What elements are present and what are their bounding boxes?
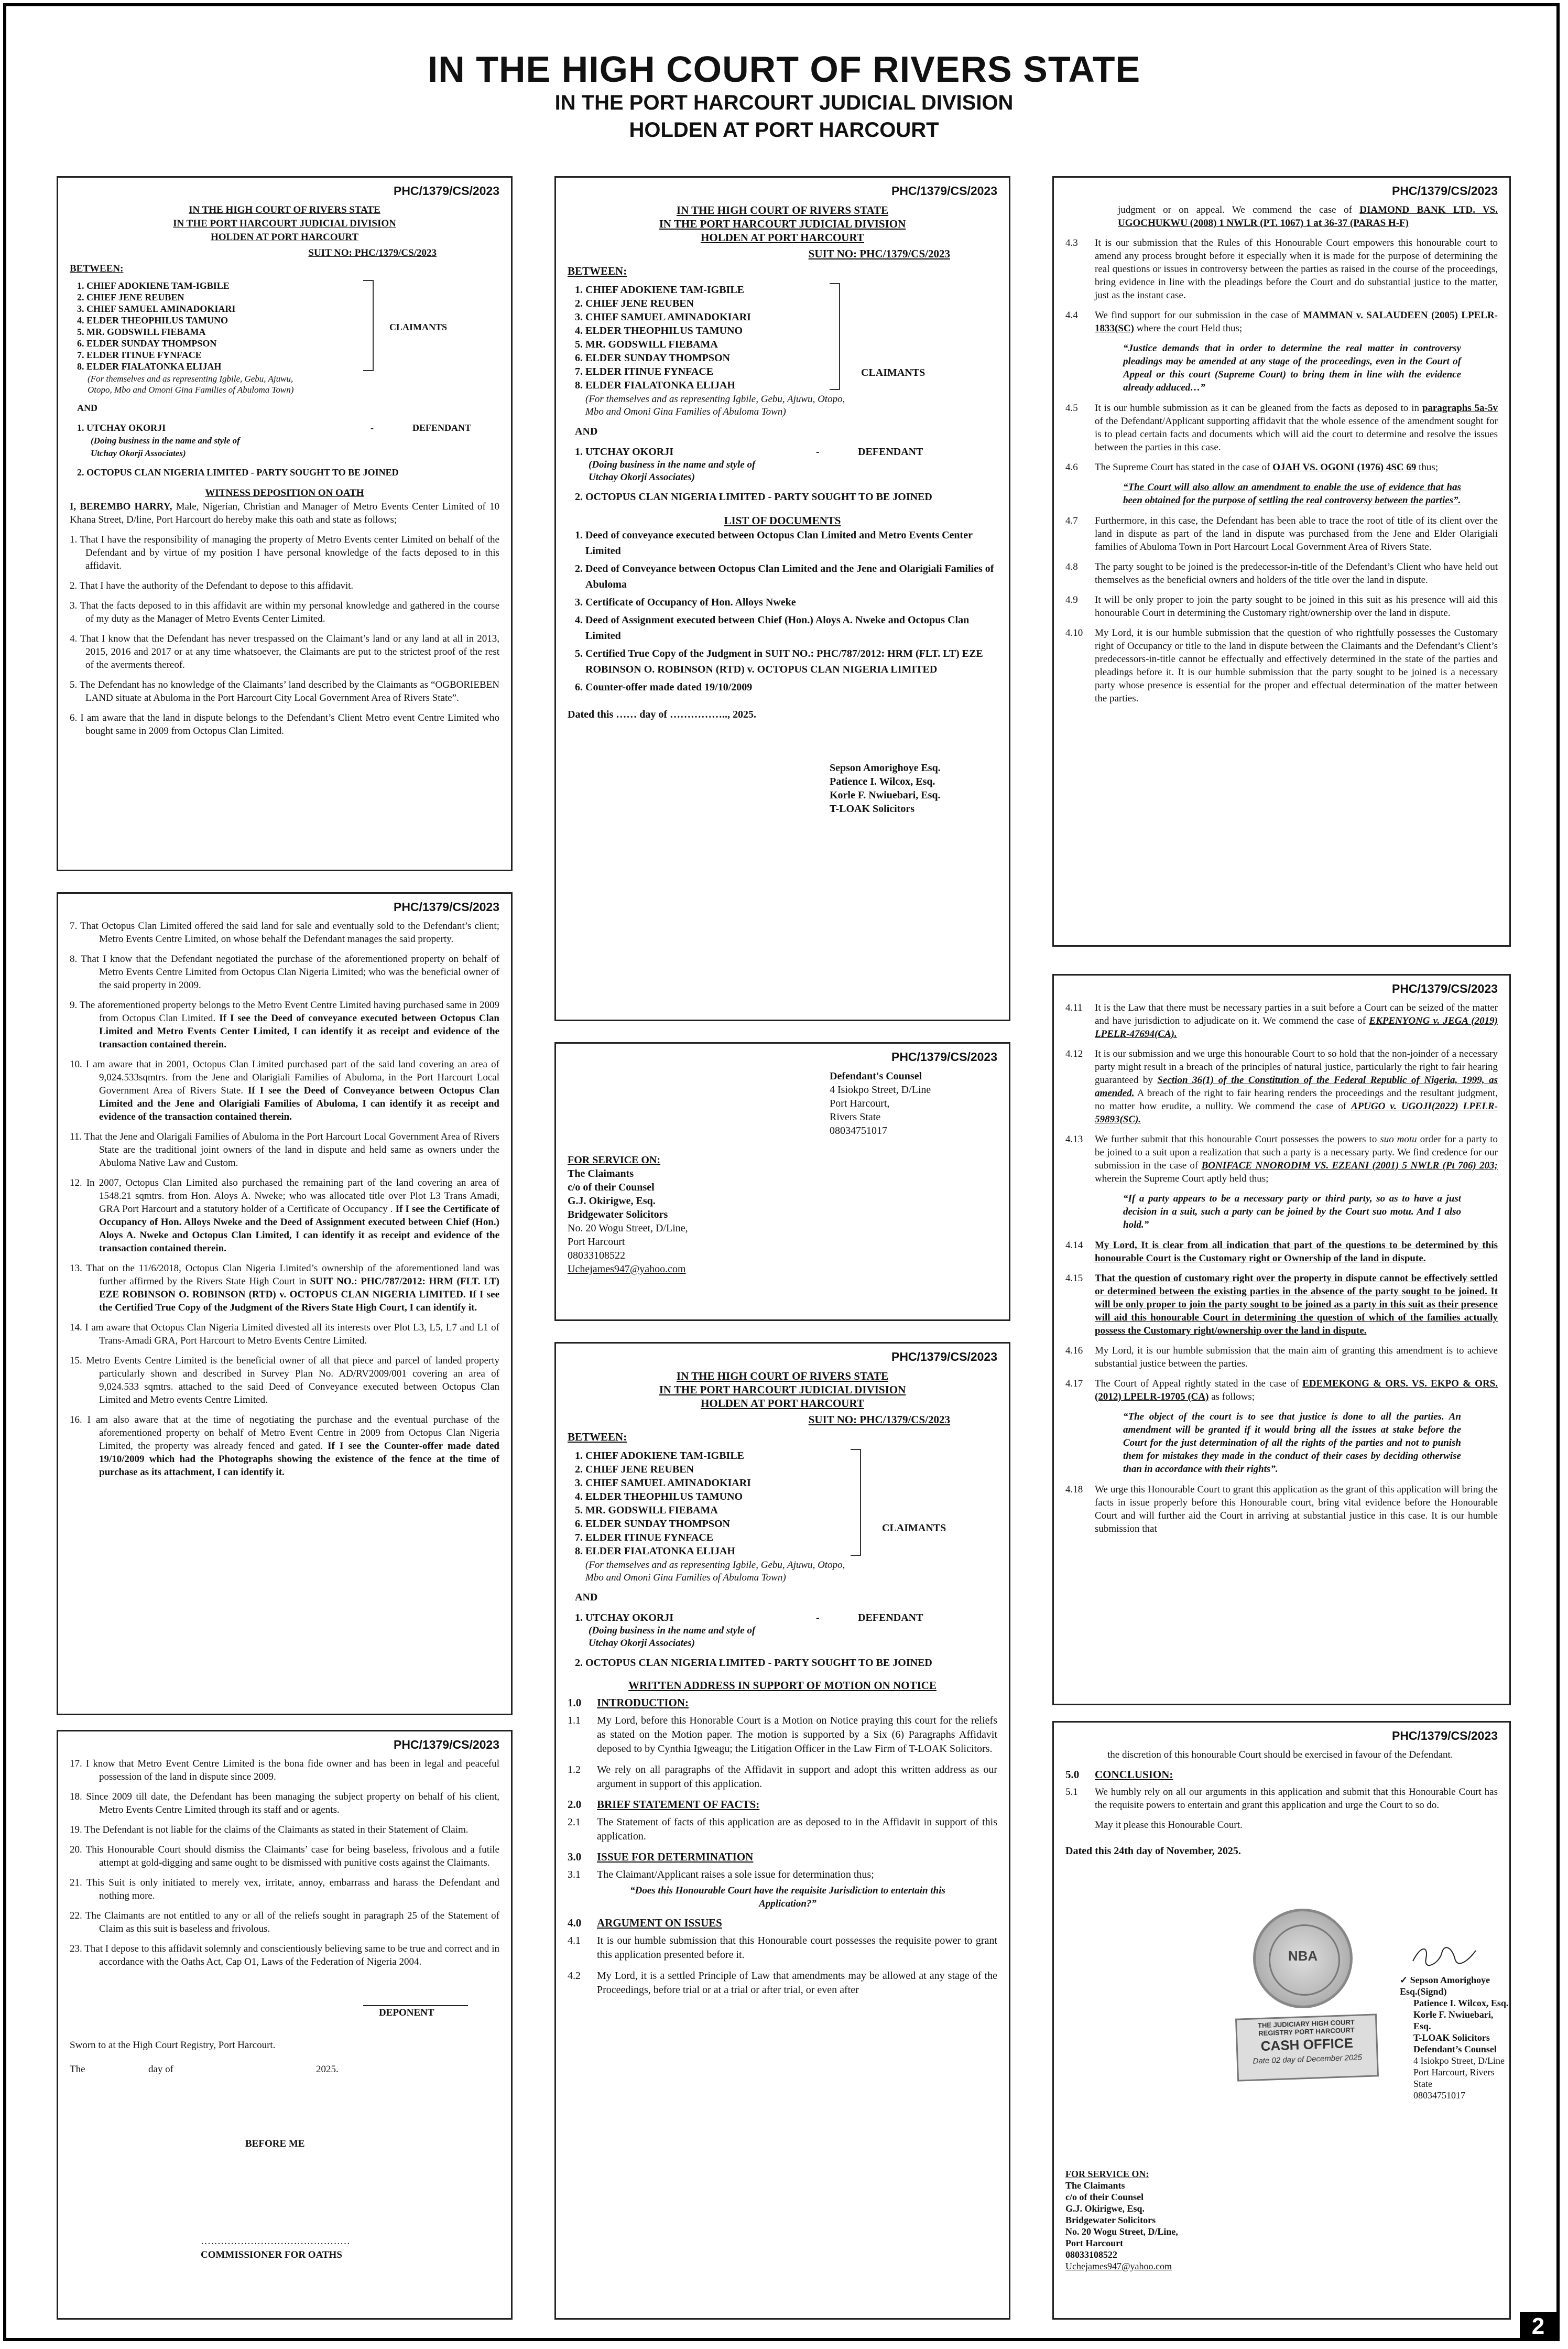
address-line: 4 Isiokpo Street, D/Line: [830, 1084, 931, 1096]
defendant-row: [575, 1611, 997, 1625]
address-para: 4.1 It is our humble submission that this Honourable court possesses the requisite power to grant this application presented before it.: [568, 1935, 997, 1961]
service-line: c/o of their Counsel: [568, 1182, 655, 1193]
claimant: 6. ELDER SUNDAY THOMPSON: [575, 1518, 730, 1530]
document-item: 1. Deed of conveyance executed between Octopus Clan Limited and Metro Events Center Limited: [585, 527, 997, 559]
commissioner-label: COMMISSIONER FOR OATHS: [201, 2249, 342, 2260]
deposition-para: 5. The Defendant has no knowledge of the Claimants’ land described by the Claimants as “OGBORIEBEN LAND situate at Abuloma in the Port Harcourt City Local Government Area of Rivers State”.: [70, 679, 499, 703]
service-line: Port Harcourt: [1065, 2238, 1124, 2248]
and-label: AND: [77, 403, 97, 413]
issue-quote: “Does this Honourable Court have the requisite Jurisdiction to entertain this Application?”: [630, 1885, 945, 1909]
deposition-para: 6. I am aware that the land in dispute belongs to the Defendant’s Client Metro event Centre Limited who bought same in 2009 from Octopus Clan Limited.: [70, 712, 499, 737]
argument-para: 4.6 The Supreme Court has stated in the case of OJAH VS. OGONI (1976) 4SC 69 thus;: [1065, 462, 1439, 473]
deposition-para: 15. Metro Events Centre Limited is the beneficial owner of all that piece and parcel of landed property particularly shown and described in Survey Plan No. AD/RV2009/001 covering an area of 9,024.533 sqmtrs. attached to the said Deed of Conveyance executed between Octopus Clan Limited and Metro events Centre Limited.: [70, 1355, 499, 1405]
address-line: Port Harcourt: [568, 1236, 625, 1248]
signatory: Korle F. Nwiuebari, Esq.: [830, 789, 941, 801]
address-line: 4 Isiokpo Street, D/Line: [1413, 2055, 1505, 2066]
signatory: Defendant’s Counsel: [1413, 2044, 1497, 2054]
page-number: 2: [1520, 2312, 1556, 2341]
claimant: 8. ELDER FIALATONKA ELIJAH: [575, 1545, 735, 1557]
deposition-para: 18. Since 2009 till date, the Defendant has been managing the subject property on behalf of his client, Metro Events Centre Limited through its staff and or agents.: [70, 1791, 499, 1815]
caption-division: IN THE PORT HARCOURT JUDICIAL DIVISION: [173, 218, 396, 229]
claimant: 6. ELDER SUNDAY THOMPSON: [575, 352, 730, 364]
document-item: 2. Deed of Conveyance between Octopus Clan Limited and the Jene and Olarigiali Families of Abuloma: [585, 561, 997, 592]
defendant-counsel: [830, 1069, 997, 1138]
claimants-block: [70, 280, 499, 395]
service-line: G.J. Okirigwe, Esq.: [568, 1195, 656, 1207]
dash: -: [816, 446, 820, 458]
claimant: 1. CHIEF ADOKIENE TAM-IGBILE: [575, 1450, 745, 1462]
quote: “The object of the court is to see that justice is done to all the parties. An amendment will be granted if it would bring all the issues at stake before the Court for the just determination of all the rights of the parties and not to punish them for mistakes they made in the conduct of their cases by deciding otherwise than in accordance with their rights”.: [1123, 1411, 1461, 1475]
service-line: Bridgewater Solicitors: [1065, 2215, 1156, 2225]
masthead-title: IN THE HIGH COURT OF RIVERS STATE: [427, 49, 1141, 90]
written-address-box: [554, 1342, 1010, 2320]
party-sought: 2. OCTOPUS CLAN NIGERIA LIMITED - PARTY SOUGHT TO BE JOINED: [575, 491, 932, 503]
signature-scribble: [1410, 1943, 1478, 1969]
claimant: 4. ELDER THEOPHILUS TAMUNO: [575, 1491, 743, 1502]
defendant-note: (Doing business in the name and style of Utchay Okorji Associates): [589, 459, 756, 483]
suit-ref: PHC/1379/CS/2023: [393, 184, 499, 198]
document-item: 6. Counter-offer made dated 19/10/2009: [585, 679, 997, 695]
and-label: AND: [575, 1592, 598, 1603]
between-label: BETWEEN:: [568, 265, 627, 277]
deposition-title: WITNESS DEPOSITION ON OATH: [205, 488, 364, 499]
deposition-para: 9. The aforementioned property belongs to the Metro Event Centre Limited having purchased same in 2009 from Octopus Clan Limited. If I see the Deed of conveyance executed between Octopus Clan Limited and Metro Events Center Limited, I can identify it as receipt and evidence of the transaction contained therein.: [70, 1000, 499, 1050]
quote: “Justice demands that in order to determine the real matter in controversy pleadings may be amended at any stage of the proceedings, even in the Court of Appeal or this court (Supreme Court) to bring them in line with the evidence already adduced…”: [1123, 343, 1461, 393]
signatory: T-LOAK Solicitors: [830, 803, 915, 815]
before-me: BEFORE ME: [245, 2138, 305, 2149]
address-para: 2.1 The Statement of facts of this application are as deposed to in the Affidavit in support of this application.: [568, 1816, 997, 1842]
caption-holden: HOLDEN AT PORT HARCOURT: [701, 231, 864, 244]
section-heading: 4.0 ARGUMENT ON ISSUES: [568, 1917, 722, 1929]
deposition-para: 8. That I know that the Defendant negotiated the purchase of the aforementioned property on behalf of Metro Events Centre Limited from Octopus Clan Nigeria Limited; who was the beneficial owner of the said property in 2009.: [70, 954, 499, 991]
caption-holden: HOLDEN AT PORT HARCOURT: [210, 232, 359, 243]
argument-para: 4.10 My Lord, it is our humble submission that the question of who rightfully possesses the Customary right of Occupancy or title to the land in dispute between the Claimants and the Defendant’s Client’s predecessors-in-title cannot be effectually and effectively determined in the state of the parties and pleadings before it. It is our humble submission that the party sought to be joined is a necessary party whose presence is essential for the proper and effectual determination of the matter between the parties.: [1065, 627, 1498, 704]
claimant: 1. CHIEF ADOKIENE TAM-IGBILE: [77, 280, 230, 291]
deposition-box-2: [57, 892, 513, 1715]
address-line: Rivers State: [830, 1111, 881, 1123]
claimant: 6. ELDER SUNDAY THOMPSON: [77, 338, 217, 349]
argument-para: 4.8 The party sought to be joined is the predecessor-in-title of the Defendant’s Client who have held out themselves as the beneficial owners and holders of the title over the land in dispute.: [1065, 561, 1498, 586]
conclusion-cont: the discretion of this honourable Court should be exercised in favour of the Defendant.: [1107, 1749, 1453, 1760]
party-sought: 2. OCTOPUS CLAN NIGERIA LIMITED - PARTY SOUGHT TO BE JOINED: [77, 467, 399, 478]
claimant: 1. CHIEF ADOKIENE TAM-IGBILE: [575, 284, 745, 296]
service-line: c/o of their Counsel: [1065, 2192, 1144, 2202]
claimants-brace: [830, 283, 840, 390]
phone-number: 08033108522: [1065, 2249, 1117, 2260]
argument-para: 4.16 My Lord, it is our humble submission that the main aim of granting this amendment is to achieve substantial justice between the parties.: [1065, 1345, 1498, 1369]
argument-cont: judgment or on appeal. We commend the case of DIAMOND BANK LTD. VS. UGOCHUKWU (2008) 1 NWLR (PT. 1067) 1 at 36-37 (PARAS H-F): [1118, 204, 1498, 229]
signature-block: [1400, 1974, 1509, 2101]
signatory: Sepson Amorighoye Esq.: [830, 762, 941, 774]
deponent-label: DEPONENT: [379, 2007, 434, 2018]
address-para: 1.2 We rely on all paragraphs of the Affidavit in support and adopt this written address as our argument in support of this application.: [568, 1764, 997, 1790]
suit-number: SUIT NO: PHC/1379/CS/2023: [808, 247, 950, 260]
suit-ref: PHC/1379/CS/2023: [1391, 982, 1498, 995]
deposition-para: 10. I am aware that in 2001, Octopus Clan Limited purchased part of the said land covering an area of 9,024.533sqmtrs. from the Jene and Olarigiali Families of Abuloma, in the Port Harcourt Local Government Area of Rivers State. If I see the Deed of Conveyance between Octopus Clan Limited and the Jene and Olarigiali Families of Abuloma, I can identify it as receipt and evidence of the transaction contained therein.: [70, 1059, 499, 1122]
claimant: 3. CHIEF SAMUEL AMINADOKIARI: [77, 304, 236, 314]
claimants-brace: [851, 1449, 861, 1556]
deposition-para: 7. That Octopus Clan Limited offered the said land for sale and eventually sold to the Defendant’s client; Metro Events Centre Limited, on whose behalf the Defendant manages the said property.: [70, 921, 499, 945]
claimant: 5. MR. GODSWILL FIEBAMA: [575, 1504, 718, 1516]
nba-seal-stamp: NBA: [1253, 1909, 1353, 2008]
suit-ref: PHC/1379/CS/2023: [891, 1050, 997, 1064]
claimant: 2. CHIEF JENE REUBEN: [575, 298, 694, 309]
deposition-para: 2. That I have the authority of the Defendant to depose to this affidavit.: [70, 580, 354, 591]
claimant: 2. CHIEF JENE REUBEN: [575, 1464, 694, 1475]
deposition-para: 13. That on the 11/6/2018, Octopus Clan Nigeria Limited’s ownership of the aforementioned land was further affirmed by the Rivers State High Court in SUIT NO.: PHC/787/2012: HRM (FLT. LT) EZE ROBINSON O. ROBINSON (RTD) v. OCTOPUS CLAN NIGERIA LIMITED. If I see the Certified True Copy of the Judgment of the Rivers State High Court, I can identify it.: [70, 1263, 499, 1313]
section-heading: 1.0 INTRODUCTION:: [568, 1696, 689, 1709]
service-on: [568, 1153, 997, 1276]
address-para: 3.1 The Claimant/Applicant raises a sole issue for determination thus;: [568, 1869, 874, 1880]
address-para: 1.1 My Lord, before this Honorable Court is a Motion on Notice praying this court for the reliefs as stated on the Motion paper. The motion is supported by a Six (6) Paragraphs Affidavit deposed to by Cynthia Igweagu; the Litigation Officer in the Law Firm of T-LOAK Solicitors.: [568, 1715, 997, 1755]
argument-para: 4.17 The Court of Appeal rightly stated in the case of EDEMEKONG & ORS. VS. EKPO & ORS. (2012) LPELR-19705 (CA) as follows;: [1065, 1378, 1498, 1402]
suit-ref: PHC/1379/CS/2023: [891, 1350, 997, 1363]
argument-para: 4.13 We further submit that this honourable Court possesses the powers to suo motu order for a party to be joined to a suit upon a realization that such a party is a necessary party. We find credence for our submission in the case of BONIFACE NNORODIM VS. EZEANI (2001) 5 NWLR (Pt 706) 203; wherein the Supreme Court aptly held thus;: [1065, 1134, 1498, 1184]
deposition-para: 23. That I depose to this affidavit solemnly and conscientiously believing same to be true and correct and in accordance with the Oaths Act, Cap O1, Laws of the Federation of Nigeria 2004.: [70, 1943, 499, 1967]
section-heading: 3.0 ISSUE FOR DETERMINATION: [568, 1850, 754, 1863]
suit-number: SUIT NO: PHC/1379/CS/2023: [808, 1413, 950, 1426]
defendant-name: 1. UTCHAY OKORJI: [575, 1612, 673, 1623]
claimants-block: [568, 283, 997, 418]
claimant: 3. CHIEF SAMUEL AMINADOKIARI: [575, 1477, 751, 1489]
deposition-intro: I, BEREMBO HARRY, Male, Nigerian, Christian and Manager of Metro Events Center Limited of 10 Khana Street, D/line, Port Harcourt do hereby make this oath and state as follows;: [70, 501, 499, 525]
claimant: 7. ELDER ITINUE FYNFACE: [77, 350, 202, 360]
claimants-list: [568, 283, 997, 392]
claimant: 5. MR. GODSWILL FIEBAMA: [77, 327, 206, 337]
sworn-text: Sworn to at the High Court Registry, Port Harcourt.: [70, 2040, 276, 2051]
claimants-note: (For themselves and as representing Igbile, Gebu, Ajuwu, Otopo, Mbo and Omoni Gina Families of Abuloma Town): [585, 394, 845, 417]
deposition-para: 16. I am also aware that at the time of negotiating the purchase and the eventual purchase of the aforementioned property on behalf of Metro Event Centre in 2009 from Octopus Clan Nigeria Limited, the property was already fenced and gated. If I see the Counter-offer made dated 19/10/2009 which had the Photographs showing the existence of the fence at the time of purchase as its attachment, I can identify it.: [70, 1414, 499, 1478]
quote: “The Court will also allow an amendment to enable the use of evidence that has been obtained for the purpose of settling the real controversy between the parties”.: [1123, 482, 1461, 506]
address-line: Port Harcourt, Rivers State: [1413, 2067, 1495, 2089]
section-heading: 2.0 BRIEF STATEMENT OF FACTS:: [568, 1798, 760, 1811]
and-label: AND: [575, 426, 598, 437]
deposition-para: 21. This Suit is only initiated to merely vex, irritate, annoy, embarrass and harass the Defendant and nothing more.: [70, 1877, 499, 1901]
suit-ref: PHC/1379/CS/2023: [393, 1738, 499, 1751]
deposition-box-3: [57, 1730, 513, 2320]
address-line: No. 20 Wogu Street, D/Line,: [568, 1222, 688, 1234]
claimant: 2. CHIEF JENE REUBEN: [77, 292, 184, 302]
signatory: Patience I. Wilcox, Esq.: [830, 776, 935, 787]
cash-office-stamp: THE JUDICIARY HIGH COURT REGISTRY PORT HARCOURT CASH OFFICE Date 02 day of December 2025: [1235, 2014, 1379, 2081]
caption-holden: HOLDEN AT PORT HARCOURT: [701, 1397, 864, 1410]
caption-division: IN THE PORT HARCOURT JUDICIAL DIVISION: [659, 218, 906, 230]
claimants-note: (For themselves and as representing Igbile, Gebu, Ajuwu, Otopo, Mbo and Omoni Gina Families of Abuloma Town): [585, 1560, 845, 1583]
conclusion-para: 5.1 We humbly rely on all our arguments in this application and submit that this Honourable Court has the requisite powers to entertain and grant this application and urge the Court to so do.: [1065, 1787, 1498, 1811]
signatory: Korle F. Nwiuebari, Esq.: [1413, 2009, 1494, 2031]
claimants-label: CLAIMANTS: [861, 367, 925, 378]
defendant-row: [77, 421, 499, 435]
party-sought: 2. OCTOPUS CLAN NIGERIA LIMITED - PARTY SOUGHT TO BE JOINED: [575, 1657, 932, 1669]
service-heading: FOR SERVICE ON:: [568, 1154, 661, 1166]
defendant-note: (Doing business in the name and style of Utchay Okorji Associates): [589, 1625, 756, 1649]
dash: -: [816, 1612, 820, 1623]
argument-para: 4.18 We urge this Honourable Court to grant this application as the grant of this application will bring the facts in issue properly before this Honourable court, bring vital evidence before the Honourable Court and will further aid the Court in arriving at substantial justice in this case. It is our humble submission that: [1065, 1484, 1498, 1534]
claimants-brace: [363, 280, 374, 371]
masthead-holden: HOLDEN AT PORT HARCOURT: [629, 118, 939, 142]
caption-court: IN THE HIGH COURT OF RIVERS STATE: [676, 204, 889, 217]
conclusion-dated: Dated this 24th day of November, 2025.: [1065, 1845, 1241, 1857]
document-item: 5. Certified True Copy of the Judgment in SUIT NO.: PHC/787/2012: HRM (FLT. LT) EZE ROBINSON O. ROBINSON (RTD) v. OCTOPUS CLAN NIGERIA LIMITED: [585, 646, 997, 677]
deposition-para: 19. The Defendant is not liable for the claims of the Claimants as stated in their Statement of Claim.: [70, 1824, 469, 1835]
claimants-label: CLAIMANTS: [389, 322, 448, 332]
documents-signatories: [830, 761, 997, 816]
claimant: 5. MR. GODSWILL FIEBAMA: [575, 339, 718, 350]
documents-title: LIST OF DOCUMENTS: [724, 514, 841, 527]
deposition-para: 1. That I have the responsibility of managing the property of Metro Events center Limited on behalf of the Defendant and by virtue of my position I have personal knowledge of the facts deposed to in this affidavit.: [70, 534, 499, 571]
documents-list: [568, 527, 997, 695]
email-link[interactable]: Uchejames947@yahoo.com: [1065, 2261, 1172, 2271]
between-label: BETWEEN:: [568, 1431, 627, 1443]
between-label: BETWEEN:: [70, 263, 124, 274]
service-heading: FOR SERVICE ON:: [1065, 2169, 1149, 2179]
argument-para: 4.5 It is our humble submission as it can be gleaned from the facts as deposed to in paragraphs 5a-5v of the Defendant/Applicant supporting affidavit that the whole essence of the amendment sought for is to plead certain facts and documents which will aid the court to determine and resolve the issues between the parties in this case.: [1065, 403, 1498, 453]
commissioner-dots: ………………………………………: [201, 2236, 350, 2247]
claimant: 7. ELDER ITINUE FYNFACE: [575, 366, 714, 377]
dash: -: [371, 423, 374, 433]
deposition-para: 20. This Honourable Court should dismiss the Claimants’ case for being baseless, frivolous and a futile attempt at gold-digging and same ought to be dismissed with punitive costs against the Claimants.: [70, 1844, 499, 1868]
deposition-para: 17. I know that Metro Event Centre Limited is the bona fide owner and has been in legal and peaceful possession of the land in dispute since 2009.: [70, 1758, 499, 1782]
claimant: 8. ELDER FIALATONKA ELIJAH: [575, 380, 735, 391]
claimant: 4. ELDER THEOPHILUS TAMUNO: [77, 315, 228, 326]
phone-number: 08034751017: [830, 1125, 887, 1136]
claimant: 3. CHIEF SAMUEL AMINADOKIARI: [575, 311, 751, 323]
service-line: No. 20 Wogu Street, D/Line,: [1065, 2226, 1178, 2237]
list-of-documents-box: [554, 176, 1010, 1021]
caption-court: IN THE HIGH COURT OF RIVERS STATE: [189, 204, 380, 215]
defendant-note: (Doing business in the name and style of Utchay Okorji Associates): [91, 436, 240, 458]
deposition-para: 22. The Claimants are not entitled to any or all of the reliefs sought in paragraph 25 of the Statement of Claim as this suit is baseless and frivolous.: [70, 1910, 499, 1934]
argument-para: 4.7 Furthermore, in this case, the Defendant has been able to trace the root of title of its client over the land in dispute as part of the land in dispute was purchased from the Jene and Elder Olarigiali families of Abuloma Town in Port Harcourt Local Government Area of Rivers State.: [1065, 515, 1498, 553]
argument-box-1: [1052, 176, 1511, 947]
argument-para: 4.11 It is the Law that there must be necessary parties in a suit before a Court can be seized of the matter and have jurisdiction to adjudicate on it. We commend the case of EKPENYONG v. JEGA (2019) LPELR-47694(CA).: [1065, 1002, 1498, 1040]
deposition-para: 3. That the facts deposed to in this affidavit are within my personal knowledge and gathered in the course of my duty as the Manager of Metro Events Center Limited.: [70, 600, 499, 624]
suit-ref: PHC/1379/CS/2023: [891, 184, 997, 198]
argument-para: 4.14 My Lord, It is clear from all indication that part of the questions to be determined by this honourable Court is the Customary right or Ownership of the land in dispute.: [1065, 1240, 1498, 1264]
written-address-title: WRITTEN ADDRESS IN SUPPORT OF MOTION ON NOTICE: [628, 1679, 937, 1692]
signatory-main: ✓ Sepson Amorighoye Esq.(Signd): [1400, 1975, 1490, 1997]
service-on: [1065, 2168, 1178, 2272]
please-court: May it please this Honourable Court.: [1095, 1820, 1243, 1831]
claimants-list: [568, 1449, 997, 1558]
claimant: 7. ELDER ITINUE FYNFACE: [575, 1532, 714, 1543]
suit-ref: PHC/1379/CS/2023: [1391, 184, 1498, 198]
defendant-label: DEFENDANT: [858, 446, 923, 458]
phone-number: 08033108522: [568, 1250, 625, 1261]
claimants-note: (For themselves and as representing Igbile, Gebu, Ajuwu, Otopo, Mbo and Omoni Gina Families of Abuloma Town): [88, 374, 294, 395]
claimants-block: [568, 1449, 997, 1584]
claimant: 8. ELDER FIALATONKA ELIJAH: [77, 361, 222, 372]
argument-para: 4.12 It is our submission and we urge this honourable Court to so hold that the non-joinder of a necessary party might result in a breach of the principles of natural justice, particularly the right to fair hearing guaranteed by Section 36(1) of the Constitution of the Federal Republic of Nigeria, 1999, as amended. A breach of the right to fair hearing renders the proceedings and the resultant judgment, no matter how erudite, a nullity. We commend the case of APUGO v. UGOJI(2022) LPELR-59893(SC).: [1065, 1048, 1498, 1125]
jurat-date: The day of 2025.: [70, 2064, 339, 2075]
defendant-label: DEFENDANT: [858, 1612, 923, 1623]
counsel-label: Defendant's Counsel: [830, 1070, 922, 1082]
argument-para: 4.4 We find support for our submission in the case of MAMMAN v. SALAUDEEN (2005) LPELR-1833(SC) where the court Held thus;: [1065, 310, 1498, 334]
address-para: 4.2 My Lord, it is a settled Principle of Law that amendments may be allowed at any stage of the Proceedings, before trial or at a trial or after trial, or even after: [568, 1970, 997, 1996]
service-line: The Claimants: [568, 1168, 634, 1179]
suit-ref: PHC/1379/CS/2023: [1391, 1729, 1498, 1742]
service-line: G.J. Okirigwe, Esq.: [1065, 2203, 1145, 2214]
defendant-name: 1. UTCHAY OKORJI: [575, 446, 673, 458]
address-line: Port Harcourt,: [830, 1098, 890, 1109]
defendant-name: 1. UTCHAY OKORJI: [77, 423, 166, 433]
suit-ref: PHC/1379/CS/2023: [393, 900, 499, 914]
deposition-para: 12. In 2007, Octopus Clan Limited also purchased the remaining part of the land covering an area of 1548.21 sqmtrs. from Hon. Aloys A. Nweke; who was allocated title over Plot L3 Trans Amadi, GRA Port Harcourt and a statutory holder of a Certificate of Occupancy . If I see the Certificate of Occupancy of Hon. Alloys Nweke and the Deed of Assignment executed between Chief (Hon.) Aloys A. Nweke and Octopus Clan Limited, I can identify it as receipt and evidence of the transaction contained therein.: [70, 1177, 499, 1254]
phone-number: 08034751017: [1413, 2090, 1465, 2101]
document-item: 3. Certificate of Occupancy of Hon. Alloys Nweke: [585, 594, 997, 610]
service-line: Bridgewater Solicitors: [568, 1209, 668, 1220]
signatory: T-LOAK Solicitors: [1413, 2032, 1490, 2043]
argument-para: 4.3 It is our submission that the Rules of this Honourable Court empowers this honourable court to amend any process brought before it especially when it is made for the purpose of determining the real questions or issues in controversy between the parties as raised in the course of the proceedings, bring evidence in line with the pleadings before the Court and do substantial justice to the matter, just as the instant case.: [1065, 237, 1498, 301]
argument-para: 4.9 It will be only proper to join the party sought to be joined in this suit as his presence will aid this honourable Court in determining the Customary right/ownership over the land in dispute.: [1065, 594, 1498, 619]
service-line: The Claimants: [1065, 2180, 1125, 2191]
email-link[interactable]: Uchejames947@yahoo.com: [568, 1263, 686, 1275]
conclusion-box: [1052, 1721, 1511, 2320]
masthead-division: IN THE PORT HARCOURT JUDICIAL DIVISION: [554, 91, 1014, 114]
caption-court: IN THE HIGH COURT OF RIVERS STATE: [676, 1370, 889, 1382]
deposition-para: 14. I am aware that Octopus Clan Nigeria Limited divested all its interests over Plot L3, L5, L7 and L1 of Trans-Amadi GRA, Port Harcourt to Metro Events Centre Limited.: [70, 1322, 499, 1346]
defendant-row: [575, 445, 997, 459]
service-box: [554, 1042, 1010, 1321]
document-item: 4. Deed of Assignment executed between Chief (Hon.) Aloys A. Nweke and Octopus Clan Limited: [585, 612, 997, 644]
caption-division: IN THE PORT HARCOURT JUDICIAL DIVISION: [659, 1383, 906, 1396]
quote: “If a party appears to be a necessary party or third party, so as to have a just decision in a suit, such a party can be joined by the Court suo motu. And I also hold.”: [1123, 1193, 1461, 1230]
argument-box-2: [1052, 974, 1511, 1705]
deposition-box-1: [57, 176, 513, 871]
signatory: Patience I. Wilcox, Esq.: [1413, 1998, 1509, 2008]
documents-dated: Dated this …… day of …………….., 2025.: [568, 709, 757, 720]
argument-para: 4.15 That the question of customary right over the property in dispute cannot be effectively settled or determined between the existing parties in the absence of the party sought to be joined. It will be only proper to join the party sought to be joined as a party in this suit as their presence will aid this honourable Court in determining the question of which of the families actually possess the Customary right/ownership over the land in dispute.: [1065, 1273, 1498, 1336]
suit-number: SUIT NO: PHC/1379/CS/2023: [308, 247, 437, 258]
section-heading: 5.0 CONCLUSION:: [1065, 1768, 1173, 1781]
defendant-label: DEFENDANT: [412, 423, 472, 433]
claimant: 4. ELDER THEOPHILUS TAMUNO: [575, 325, 743, 337]
deposition-para: 11. That the Jene and Olarigali Families of Abuloma in the Port Harcourt Local Government Area of Rivers State are the traditional joint owners of the land in dispute and held same as owners under the Abuloma Native Law and Custom.: [70, 1131, 499, 1168]
claimants-label: CLAIMANTS: [882, 1522, 946, 1534]
deposition-para: 4. That I know that the Defendant has never trespassed on the Claimant’s land or any land at all in 2013, 2015, 2016 and 2017 or at any time whatsoever, the Claimants are put to the strictest proof of the rest of the averments thereof.: [70, 633, 499, 670]
